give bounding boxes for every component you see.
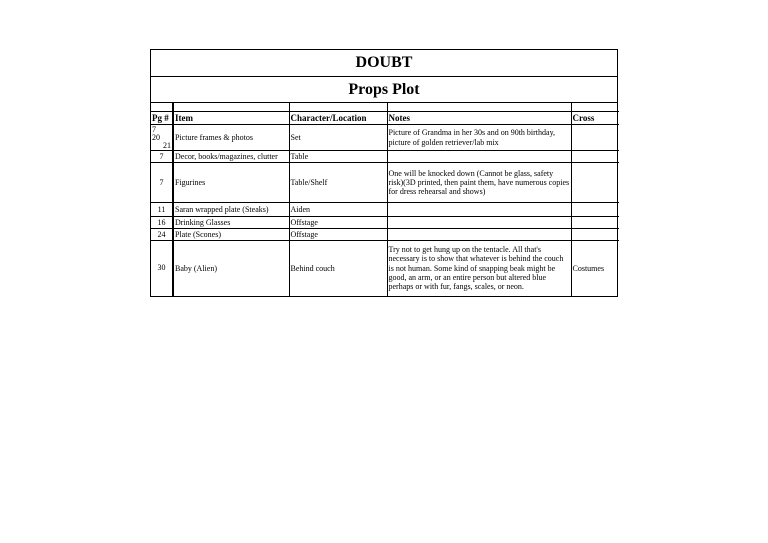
header-cross: Cross [571,112,619,125]
cell-cross [571,151,619,163]
cell-item: Picture frames & photos [173,125,289,151]
cell-notes [387,151,571,163]
header-item: Item [173,112,289,125]
cell-cross [571,229,619,241]
cell-notes: Picture of Grandma in her 30s and on 90th birthday, picture of golden retriever/lab mix [387,125,571,151]
cell-pg [151,151,173,163]
cell-item: Saran wrapped plate (Steaks) [173,203,289,217]
header-row [151,112,619,125]
document-subtitle: Props Plot [151,77,617,103]
page-number: 24 [157,229,166,239]
cell-character-location: Table [289,151,387,163]
page-number: 20 [152,132,160,142]
cell-pg [151,217,173,229]
props-plot-sheet [150,49,618,297]
cell-character-location: Table/Shelf [289,163,387,203]
cell-cross [571,163,619,203]
cell-pg [151,163,173,203]
table-row [151,241,619,296]
table-row [151,163,619,203]
cell-notes [387,217,571,229]
document-title: DOUBT [151,50,617,77]
cell-cross [571,203,619,217]
header-pg: Pg # [151,112,173,125]
cell-notes [387,203,571,217]
cell-notes: Try not to get hung up on the tentacle. All that's necessary is to show that whatever is behind the couch is not human. Some kind of snapping beak might be good, an arm, or an entire person but altered blue perhaps or with fur, fangs, scales, or neon. [387,241,571,296]
props-table [151,103,619,296]
cell-pg [151,229,173,241]
header-notes: Notes [387,112,571,125]
table-row [151,151,619,163]
cell-notes: One will be knocked down (Cannot be glass, safety risk)(3D printed, then paint them, have numerous copies for dress rehearsal and shows) [387,163,571,203]
cell-character-location: Set [289,125,387,151]
page-number: 21 [163,140,171,150]
cell-item: Plate (Scones) [173,229,289,241]
cell-character-location: Offstage [289,217,387,229]
cell-cross [571,125,619,151]
cell-cross [571,217,619,229]
page-number: 30 [157,263,166,273]
table-row [151,125,619,151]
cell-pg [151,241,173,296]
table-row [151,217,619,229]
cell-item: Drinking Glasses [173,217,289,229]
page-number: 11 [157,204,166,214]
cell-pg [151,125,173,151]
page-number: 16 [157,217,166,227]
cell-character-location: Behind couch [289,241,387,296]
header-character-location: Character/Location [289,112,387,125]
cell-character-location: Aiden [289,203,387,217]
page-number: 7 [159,177,164,187]
table-row [151,229,619,241]
cell-notes [387,229,571,241]
cell-cross: Costumes [571,241,619,296]
cell-item: Figurines [173,163,289,203]
cell-pg [151,203,173,217]
page-number: 7 [159,151,164,161]
spacer-row [151,103,619,112]
table-row [151,203,619,217]
cell-item: Baby (Alien) [173,241,289,296]
cell-item: Decor, books/magazines, clutter [173,151,289,163]
cell-character-location: Offstage [289,229,387,241]
page-number: 7 [152,124,156,134]
